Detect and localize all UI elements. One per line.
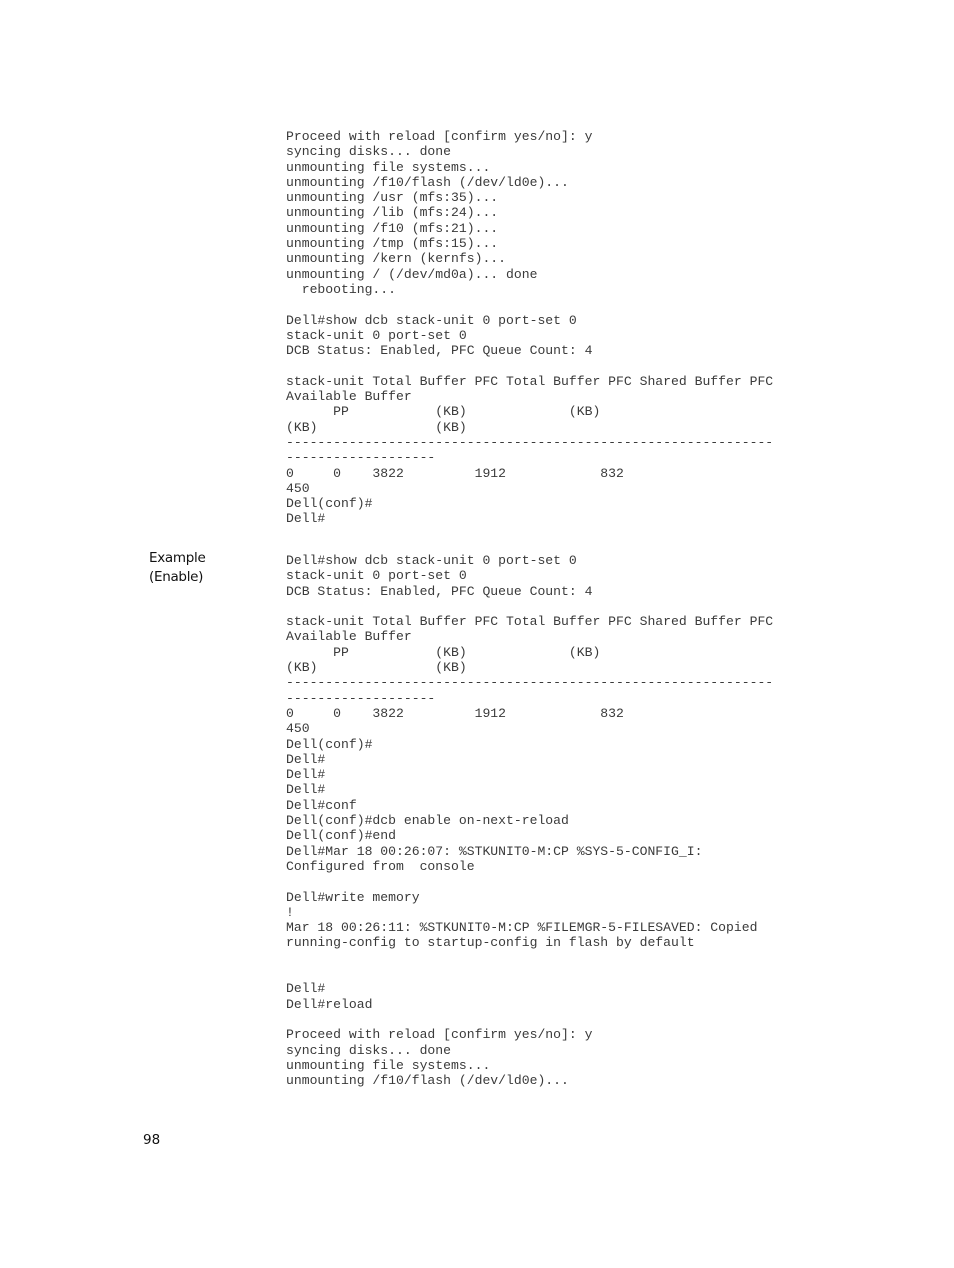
cli-line: syncing disks... done — [286, 1042, 452, 1058]
cli-line: Proceed with reload [confirm yes/no]: y — [286, 129, 593, 144]
cli-line: stack-unit Total Buffer PFC Total Buffer PFC Shared Buffer PFC — [286, 373, 774, 389]
cli-line: Dell(conf)#end — [286, 828, 397, 844]
cli-line: PP (KB) (KB) — [286, 404, 601, 420]
cli-line: Dell# — [286, 981, 326, 997]
cli-line: unmounting /tmp (mfs:15)... — [286, 236, 499, 252]
cli-line: Dell(conf)#dcb enable on-next-reload — [286, 813, 569, 829]
cli-line: unmounting /usr (mfs:35)... — [286, 190, 499, 206]
cli-line: unmounting / (/dev/md0a)... done — [286, 266, 538, 282]
cli-line: ! — [286, 904, 294, 920]
cli-line: unmounting /f10/flash (/dev/ld0e)... — [286, 174, 569, 190]
cli-line: -------------------------------------------------------------- — [286, 434, 774, 450]
cli-line: Dell#Mar 18 00:26:07: %STKUNIT0-M:CP %SYS-5-CONFIG_I: — [286, 843, 703, 859]
example-label — [149, 549, 205, 587]
cli-line: 0 0 3822 1912 832 — [286, 705, 624, 721]
cli-line: Dell#show dcb stack-unit 0 port-set 0 — [286, 553, 577, 568]
cli-line: Mar 18 00:26:11: %STKUNIT0-M:CP %FILEMGR-5-FILESAVED: Copied — [286, 920, 758, 936]
cli-output-reload — [286, 129, 773, 527]
cli-line: Dell# — [286, 767, 326, 783]
cli-line: Dell# — [286, 511, 326, 527]
example-label-line1: Example — [149, 550, 206, 566]
cli-line: Proceed with reload [confirm yes/no]: y — [286, 1027, 593, 1043]
cli-line: unmounting file systems... — [286, 1057, 491, 1073]
cli-line: Dell#show dcb stack-unit 0 port-set 0 — [286, 312, 577, 328]
cli-line: running-config to startup-config in flash by default — [286, 935, 695, 951]
cli-line: unmounting /lib (mfs:24)... — [286, 205, 499, 221]
cli-line: DCB Status: Enabled, PFC Queue Count: 4 — [286, 343, 593, 359]
cli-line: stack-unit 0 port-set 0 — [286, 568, 467, 584]
cli-line: Available Buffer — [286, 629, 412, 645]
cli-line: DCB Status: Enabled, PFC Queue Count: 4 — [286, 583, 593, 599]
cli-line: unmounting /f10/flash (/dev/ld0e)... — [286, 1073, 569, 1089]
cli-line: PP (KB) (KB) — [286, 644, 601, 660]
cli-line: Dell# — [286, 751, 326, 767]
cli-line: 450 — [286, 721, 310, 737]
page-number: 98 — [143, 1132, 161, 1148]
cli-line: ------------------- — [286, 690, 436, 706]
cli-line: syncing disks... done — [286, 144, 452, 160]
cli-line: rebooting... — [286, 281, 397, 297]
cli-line: -------------------------------------------------------------- — [286, 675, 774, 691]
cli-line: Dell#reload — [286, 996, 373, 1012]
cli-output-enable-example — [286, 553, 773, 1088]
cli-line: ------------------- — [286, 450, 436, 466]
cli-line: Dell(conf)# — [286, 496, 373, 512]
example-label-line2: (Enable) — [149, 569, 204, 585]
cli-line: Dell# — [286, 782, 326, 798]
cli-line: 450 — [286, 480, 310, 496]
cli-line: Configured from console — [286, 858, 475, 874]
cli-line: Available Buffer — [286, 389, 412, 405]
cli-line: Dell#conf — [286, 797, 357, 813]
cli-line: (KB) (KB) — [286, 419, 467, 435]
cli-line: unmounting file systems... — [286, 159, 491, 175]
cli-line: unmounting /kern (kernfs)... — [286, 251, 507, 267]
cli-line: stack-unit Total Buffer PFC Total Buffer PFC Shared Buffer PFC — [286, 614, 774, 630]
cli-line: (KB) (KB) — [286, 660, 467, 676]
cli-line: 0 0 3822 1912 832 — [286, 465, 624, 481]
cli-line: Dell(conf)# — [286, 736, 373, 752]
cli-line: unmounting /f10 (mfs:21)... — [286, 220, 499, 236]
cli-line: stack-unit 0 port-set 0 — [286, 327, 467, 343]
cli-line: Dell#write memory — [286, 889, 420, 905]
